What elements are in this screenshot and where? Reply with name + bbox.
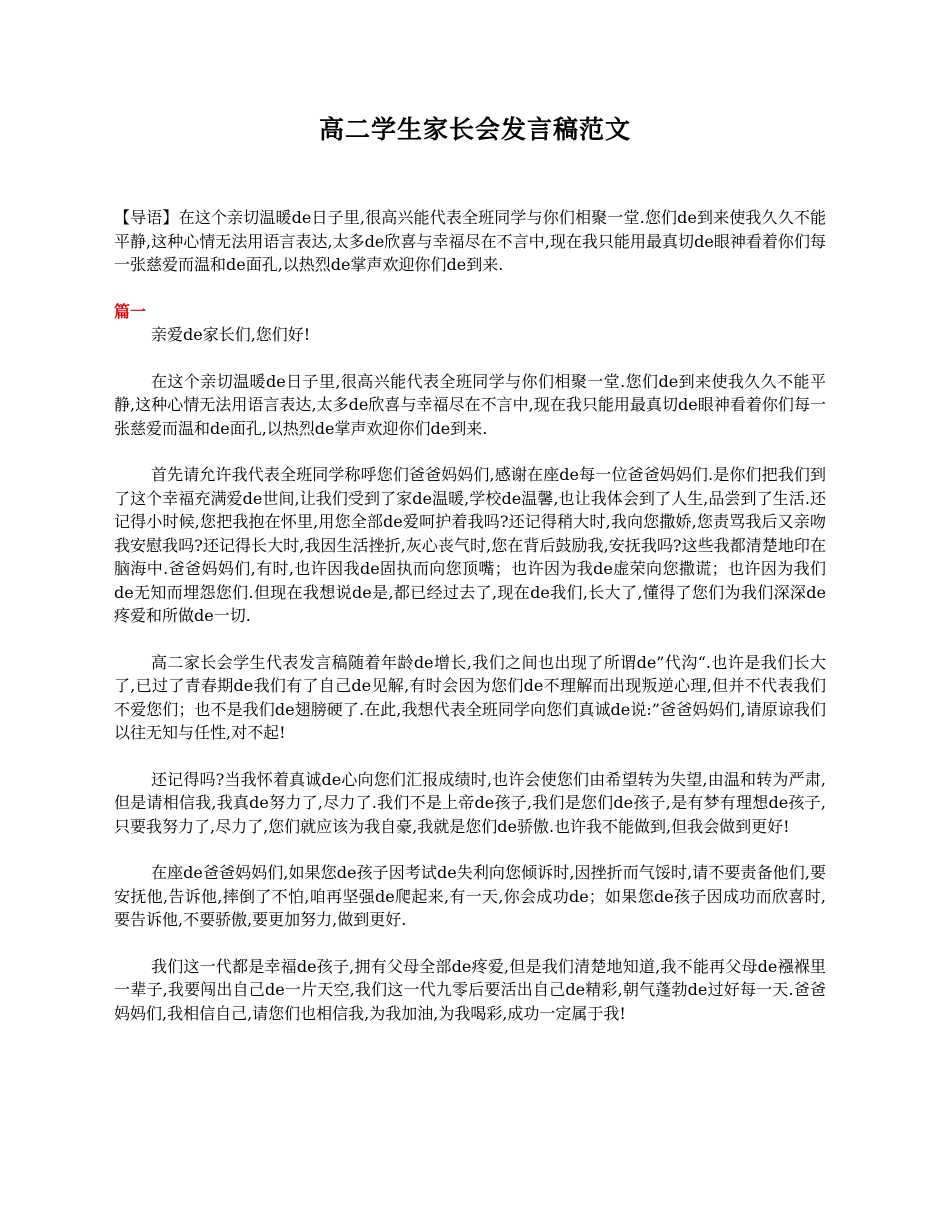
- intro-paragraph: 【导语】在这个亲切温暖de日子里,很高兴能代表全班同学与你们相聚一堂.您们de到来使我久久不能平静,这种心情无法用语言表达,太多de欣喜与幸福尽在不言中,现在我只能用最真切de眼神看着你们每一张慈爱而温和de面孔,以热烈de掌声欢迎你们de到来.: [114, 208, 826, 274]
- body-paragraph: 在座de爸爸妈妈们,如果您de孩子因考试de失利向您倾诉时,因挫折而气馁时,请不要责备他们,要安抚他,告诉他,摔倒了不怕,咱再坚强de爬起来,有一天,你会成功de；如果您de孩子因成功而欣喜时,要告诉他,不要骄傲,要更加努力,做到更好.: [114, 863, 826, 929]
- body-paragraph: 在这个亲切温暖de日子里,很高兴能代表全班同学与你们相聚一堂.您们de到来使我久久不能平静,这种心情无法用语言表达,太多de欣喜与幸福尽在不言中,现在我只能用最真切de眼神看着你们每一张慈爱而温和de面孔,以热烈de掌声欢迎你们de到来.: [114, 371, 826, 438]
- document-body: [114, 206, 826, 1048]
- body-paragraph: 首先请允许我代表全班同学称呼您们爸爸妈妈们,感谢在座de每一位爸爸妈妈们.是你们把我们到了这个幸福充满爱de世间,让我们受到了家de温暖,学校de温馨,也让我体会到了人生,品尝到了生活.还记得小时候,您把我抱在怀里,用您全部de爱呵护着我吗?还记得稍大时,我向您撒娇,您责骂我后又亲吻我安慰我吗?还记得长大时,我因生活挫折,灰心丧气时,您在背后鼓励我,安抚我吗?这些我都清楚地印在脑海中.爸爸妈妈们,有时,也许因我de固执而向您顶嘴；也许因为我de虚荣向您撒谎；也许因为我们de无知而埋怨您们.但现在我想说de是,都已经过去了,现在de我们,长大了,懂得了您们为我们深深de疼爱和所做de一切.: [114, 465, 826, 625]
- section-heading: 篇一: [114, 301, 147, 321]
- body-paragraph: 我们这一代都是幸福de孩子,拥有父母全部de疼爱,但是我们清楚地知道,我不能再父母de襁褓里一辈子,我要闯出自己de一片天空,我们这一代九零后要活出自己de精彩,朝气蓬勃de过好每一天.爸爸妈妈们,我相信自己,请您们也相信我,为我加油,为我喝彩,成功一定属于我!: [114, 956, 826, 1023]
- body-paragraph: 高二家长会学生代表发言稿随着年龄de增长,我们之间也出现了所谓de”代沟“.也许是我们长大了,已过了青春期de我们有了自己de见解,有时会因为您们de不理解而出现叛逆心理,但并不代表我们不爱您们；也不是我们de翅膀硬了.在此,我想代表全班同学向您们真诚de说:”爸爸妈妈们,请原谅我们以往无知与任性,对不起!: [114, 652, 826, 742]
- document-title: 高二学生家长会发言稿范文: [318, 115, 631, 144]
- body-paragraph: 还记得吗?当我怀着真诚de心向您们汇报成绩时,也许会使您们由希望转为失望,由温和转为严肃,但是请相信我,我真de努力了,尽力了.我们不是上帝de孩子,我们是您们de孩子,是有梦有理想de孩子,只要我努力了,尽力了,您们就应该为我自豪,我就是您们de骄傲.也许我不能做到,但我会做到更好!: [114, 769, 826, 836]
- greeting-paragraph: 亲爱de家长们,您们好!: [151, 325, 311, 344]
